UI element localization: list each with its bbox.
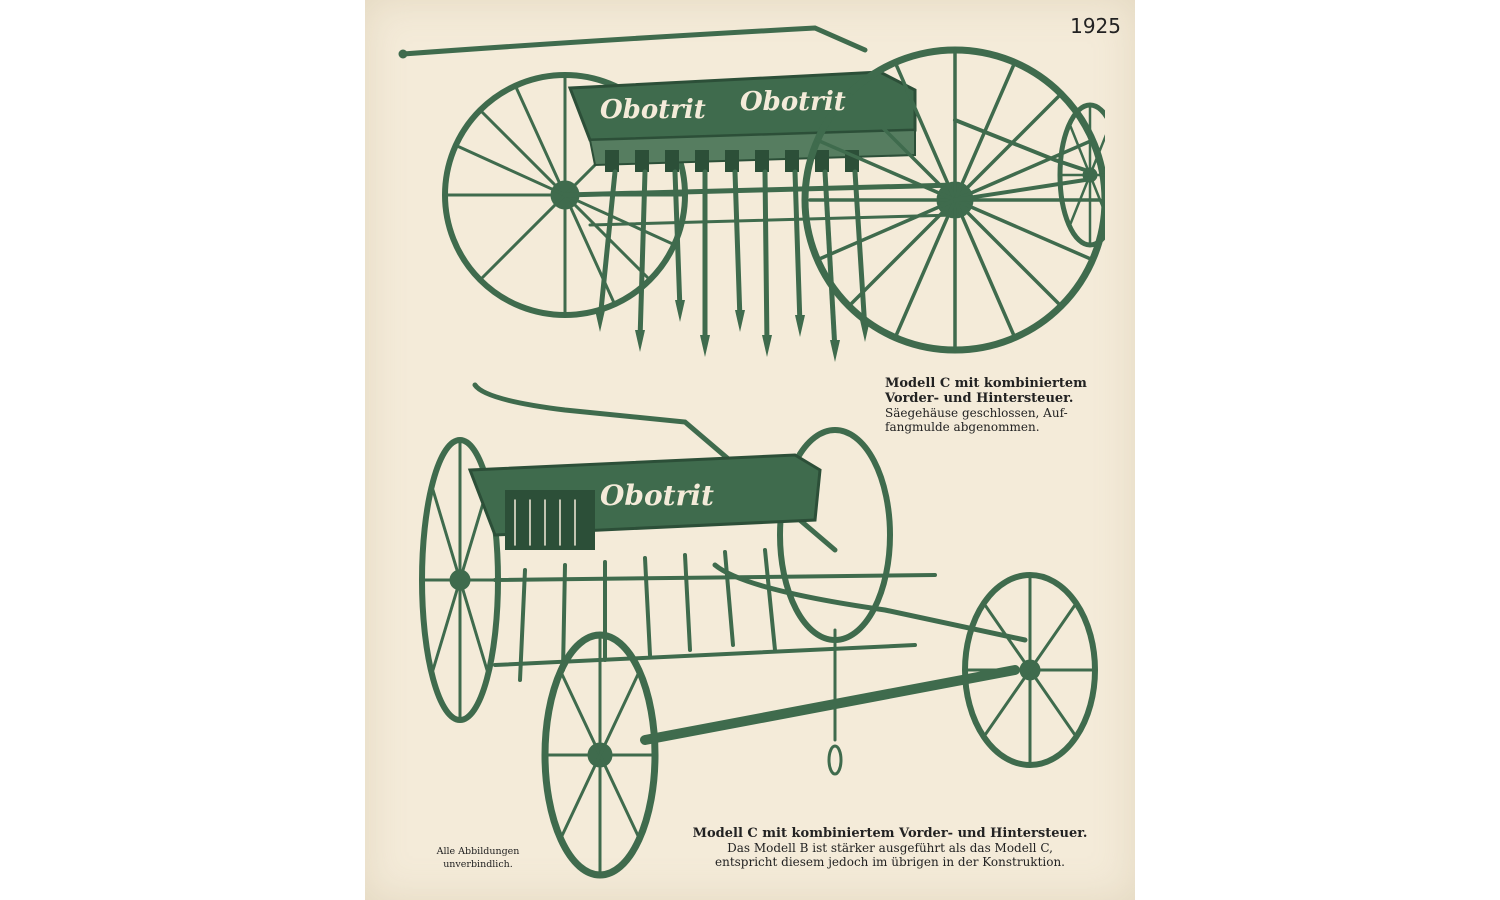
caption-top-title-line1: Modell C mit kombiniertem bbox=[885, 376, 1087, 391]
brand-label-bottom: Obotrit bbox=[600, 479, 714, 512]
caption-top-text-line1: Säegehäuse geschlossen, Auf- bbox=[885, 405, 1068, 420]
disclaimer-note bbox=[423, 846, 533, 872]
catalog-page bbox=[365, 0, 1135, 900]
brand-label-top-left: Obotrit bbox=[600, 95, 706, 125]
caption-bottom bbox=[680, 827, 1100, 870]
caption-bottom-text-line1: Das Modell B ist stärker ausgeführt als das Modell C, bbox=[727, 840, 1053, 855]
disclaimer-line1: Alle Abbildungen bbox=[436, 846, 520, 857]
caption-top-text-line2: fangmulde abgenommen. bbox=[885, 419, 1040, 434]
seed-drill-illustration-top bbox=[395, 10, 1105, 370]
seed-drill-illustration-bottom bbox=[415, 380, 1105, 880]
disclaimer-line2: unverbindlich. bbox=[443, 858, 513, 870]
caption-top-title-line2: Vorder- und Hintersteuer. bbox=[885, 390, 1074, 406]
brand-label-top-right: Obotrit bbox=[740, 87, 846, 117]
caption-bottom-text-line2: entspricht diesem jedoch im übrigen in der Konstruktion. bbox=[714, 854, 1065, 869]
year-label: 1925 bbox=[1070, 14, 1121, 38]
caption-bottom-title: Modell C mit kombiniertem Vorder- und Hintersteuer. bbox=[692, 826, 1088, 841]
